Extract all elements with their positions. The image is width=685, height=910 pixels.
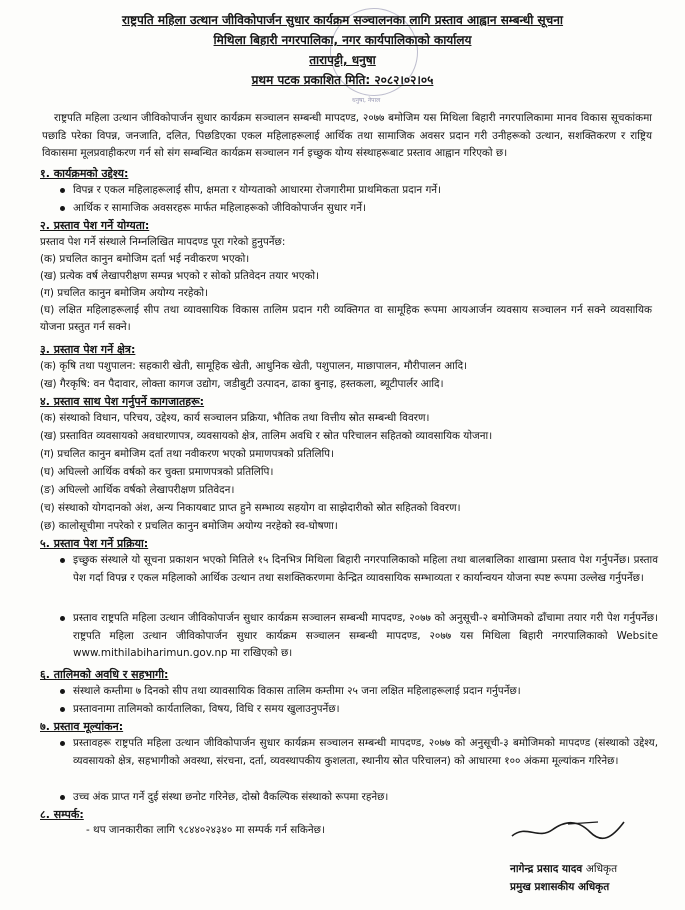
handwritten-signature: [508, 810, 628, 846]
process-item-2: प्रस्ताव राष्ट्रपति महिला उत्थान जीविकोपार्जन सुधार कार्यक्रम सञ्चालन सम्बन्धी मापदण्ड, २०७७ को अनुसूची-२ बमोजिमको ढाँचामा तयार गरी पेश गर्नुपर्नेछ। राष्ट्रपति महिला उत्थान जीविकोपार्जन सुधार कार्यक्रम सञ्चालन सम्बन्धी मापदण्ड, २०७७ यस मिथिला बिहारी नगरपालिकाको Website www.mithilabiharimun.gov.np मा राखिएको छ।: [73, 610, 658, 663]
signatory-role-1: अधिकृत: [585, 863, 618, 875]
section-2-heading: २. प्रस्ताव पेश गर्ने योग्यता:: [40, 219, 150, 232]
document-item: (क) संस्थाको विधान, परिचय, उद्देश्य, कार्य सञ्चालन प्रक्रिया, भौतिक तथा वित्तीय स्रोत सम्बन्धी विवरण।: [40, 412, 430, 424]
document-item: (ख) प्रस्तावित व्यवसायको अवधारणापत्र, व्यवसायको क्षेत्र, तालिम अवधि र स्रोत परिचालन सहितको व्यावसायिक योजना।: [40, 430, 493, 442]
section-1-heading: १. कार्यक्रमको उद्देश्य:: [40, 167, 129, 180]
eligibility-item: (घ) लक्षित महिलाहरूलाई सीप तथा व्यावसायिक विकास तालिम प्रदान गरी व्यक्तिगत वा सामूहिक रूपमा आयआर्जन व्यवसाय सञ्चालन गर्न सक्ने व्यवसायिक योजना प्रस्तुत गर्न सक्ने।: [40, 304, 652, 333]
section-6-heading: ६. तालिमको अवधि र सहभागी:: [40, 668, 169, 681]
document-item: (च) संस्थाको योगदानको अंश, अन्य निकायबाट प्राप्त हुने सम्भाव्य सहयोग वा साझेदारीको स्रोत सहितको विवरण।: [40, 502, 461, 514]
office-name: मिथिला बिहारी नगरपालिका, नगर कार्यपालिकाको कार्यालय: [213, 33, 472, 47]
signatory-role-2: प्रमुख प्रशासकीय अधिकृत: [510, 881, 610, 893]
document-item: (छ) कालोसूचीमा नपरेको र प्रचलित कानुन बमोजिम अयोग्य नरहेको स्व-घोषणा।: [40, 520, 338, 532]
sector-item: (ख) गैरकृषि: वन पैदावार, लोक्ता कागज उद्योग, जडीबुटी उत्पादन, ढाका बुनाइ, हस्तकला, ब्यूटीपार्लर आदि।: [40, 378, 444, 390]
eligibility-item: (ग) प्रचलित कानुन बमोजिम अयोग्य नरहेको।: [40, 287, 209, 299]
training-item-2: प्रस्तावनामा तालिमको कार्यतालिका, विषय, विधि र समय खुलाउनुपर्नेछ।: [73, 701, 658, 718]
document-item: (ङ) अघिल्लो आर्थिक वर्षको लेखापरीक्षण प्रतिवेदन।: [40, 484, 235, 496]
notice-title: राष्ट्रपति महिला उत्थान जीविकोपार्जन सुधार कार्यक्रम सञ्चालनका लागि प्रस्ताव आह्वान सम्बन्धी सूचना: [121, 13, 564, 27]
section-3-heading: ३. प्रस्ताव पेश गर्ने क्षेत्र:: [40, 343, 136, 356]
section-7-heading: ७. प्रस्ताव मूल्यांकन:: [40, 720, 124, 733]
training-item-1: संस्थाले कम्तीमा ७ दिनको सीप तथा व्यावसायिक विकास तालिम कम्तीमा २५ जना लक्षित महिलाहरूलाई प्रदान गर्नुपर्नेछ।: [73, 683, 658, 700]
document-item: (घ) अघिल्लो आर्थिक वर्षको कर चुक्ता प्रमाणपत्रको प्रतिलिपि।: [40, 466, 274, 478]
seal-text: धनुषा, नेपाल: [352, 97, 381, 104]
evaluation-item-2: उच्च अंक प्राप्त गर्ने दुई संस्था छनोट गरिनेछ, दोस्रो वैकल्पिक संस्थाको रूपमा रहनेछ।: [73, 789, 658, 806]
evaluation-item-1: प्रस्तावहरू राष्ट्रपति महिला उत्थान जीविकोपार्जन सुधार कार्यक्रम सञ्चालन सम्बन्धी मापदण्ड, २०७७ को अनुसूची-३ बमोजिमको मापदण्ड (संस्थाको उद्देश्य, व्यवसायको क्षेत्र, सहभागीको अवस्था, संरचना, दर्ता, व्यवस्थापकीय कुशलता, स्थानीय स्रोत परिचालन) को आधारमा १०० अंकमा मूल्यांकन गरिनेछ।: [73, 735, 658, 770]
section-4-heading: ४. प्रस्ताव साथ पेश गर्नुपर्ने कागजातहरू:: [40, 395, 205, 408]
objective-item-2: आर्थिक र सामाजिक अवसरहरू मार्फत महिलाहरूको जीविकोपार्जन सुधार गर्ने।: [73, 200, 658, 217]
eligibility-item: (ख) प्रत्येक वर्ष लेखापरीक्षण सम्पन्न भएको र सोको प्रतिवेदन तयार भएको।: [40, 270, 320, 282]
eligibility-item: (क) प्रचलित कानुन बमोजिम दर्ता भई नवीकरण भएको।: [40, 253, 250, 265]
publish-date: प्रथम पटक प्रकाशित मिति: २०८२।०२।०५: [251, 73, 434, 87]
intro-paragraph: राष्ट्रपति महिला उत्थान जीविकोपार्जन सुधार कार्यक्रम सञ्चालन सम्बन्धी मापदण्ड, २०७७ बमोजिम यस मिथिला बिहारी नगरपालिकामा मानव विकास सूचकांकमा पछाडि परेका विपन्न, जनजाति, दलित, पिछडिएका एकल महिलाहरूलाई आर्थिक तथा सामाजिक अवसर प्रदान गरी उनीहरूको उत्थान, सशक्तिकरण र राष्ट्रिय विकासमा मूलप्रवाहीकरण गर्न सो संग सम्बन्धित कार्यक्रम सञ्चालन गर्न इच्छुक योग्य संस्थाहरूबाट प्रस्ताव आह्वान गरिएको छ।: [42, 112, 652, 159]
contact-text: - थप जानकारीका लागि ९८४४०२४३४० मा सम्पर्क गर्न सकिनेछ।: [86, 824, 325, 836]
section-5-heading: ५. प्रस्ताव पेश गर्ने प्रक्रिया:: [40, 537, 149, 550]
eligibility-lead: प्रस्ताव पेश गर्ने संस्थाले निम्नलिखित मापदण्ड पूरा गरेको हुनुपर्नेछ:: [40, 236, 286, 248]
signatory-name: नागेन्द्र प्रसाद यादव अधिकृत: [510, 863, 618, 875]
objective-item-1: विपन्न र एकल महिलाहरूलाई सीप, क्षमता र योग्यताको आधारमा रोजगारीमा प्राथमिकता प्रदान गर्ने।: [73, 182, 658, 199]
office-address: तारापट्टी, धनुषा: [309, 53, 376, 67]
section-8-heading: ८. सम्पर्क:: [40, 808, 84, 821]
sector-item: (क) कृषि तथा पशुपालन: सहकारी खेती, सामूहिक खेती, आधुनिक खेती, पशुपालन, माछापालन, मौरीपालन आदि।: [40, 360, 468, 372]
process-item-1: इच्छुक संस्थाले यो सूचना प्रकाशन भएको मितिले १५ दिनभित्र मिथिला बिहारी नगरपालिकाको महिला तथा बालबालिका शाखामा प्रस्ताव पेश गर्नुपर्नेछ। प्रस्ताव पेश गर्दा विपन्न र एकल महिलाको आर्थिक उत्थान तथा सशक्तिकरणमा केन्द्रित व्यावसायिक सम्भाव्यता र कार्यान्वयन योजना स्पष्ट रूपमा उल्लेख गर्नुपर्नेछ।: [73, 552, 658, 587]
document-item: (ग) प्रचलित कानुन बमोजिम दर्ता तथा नवीकरण भएको प्रमाणपत्रको प्रतिलिपि।: [40, 448, 335, 460]
